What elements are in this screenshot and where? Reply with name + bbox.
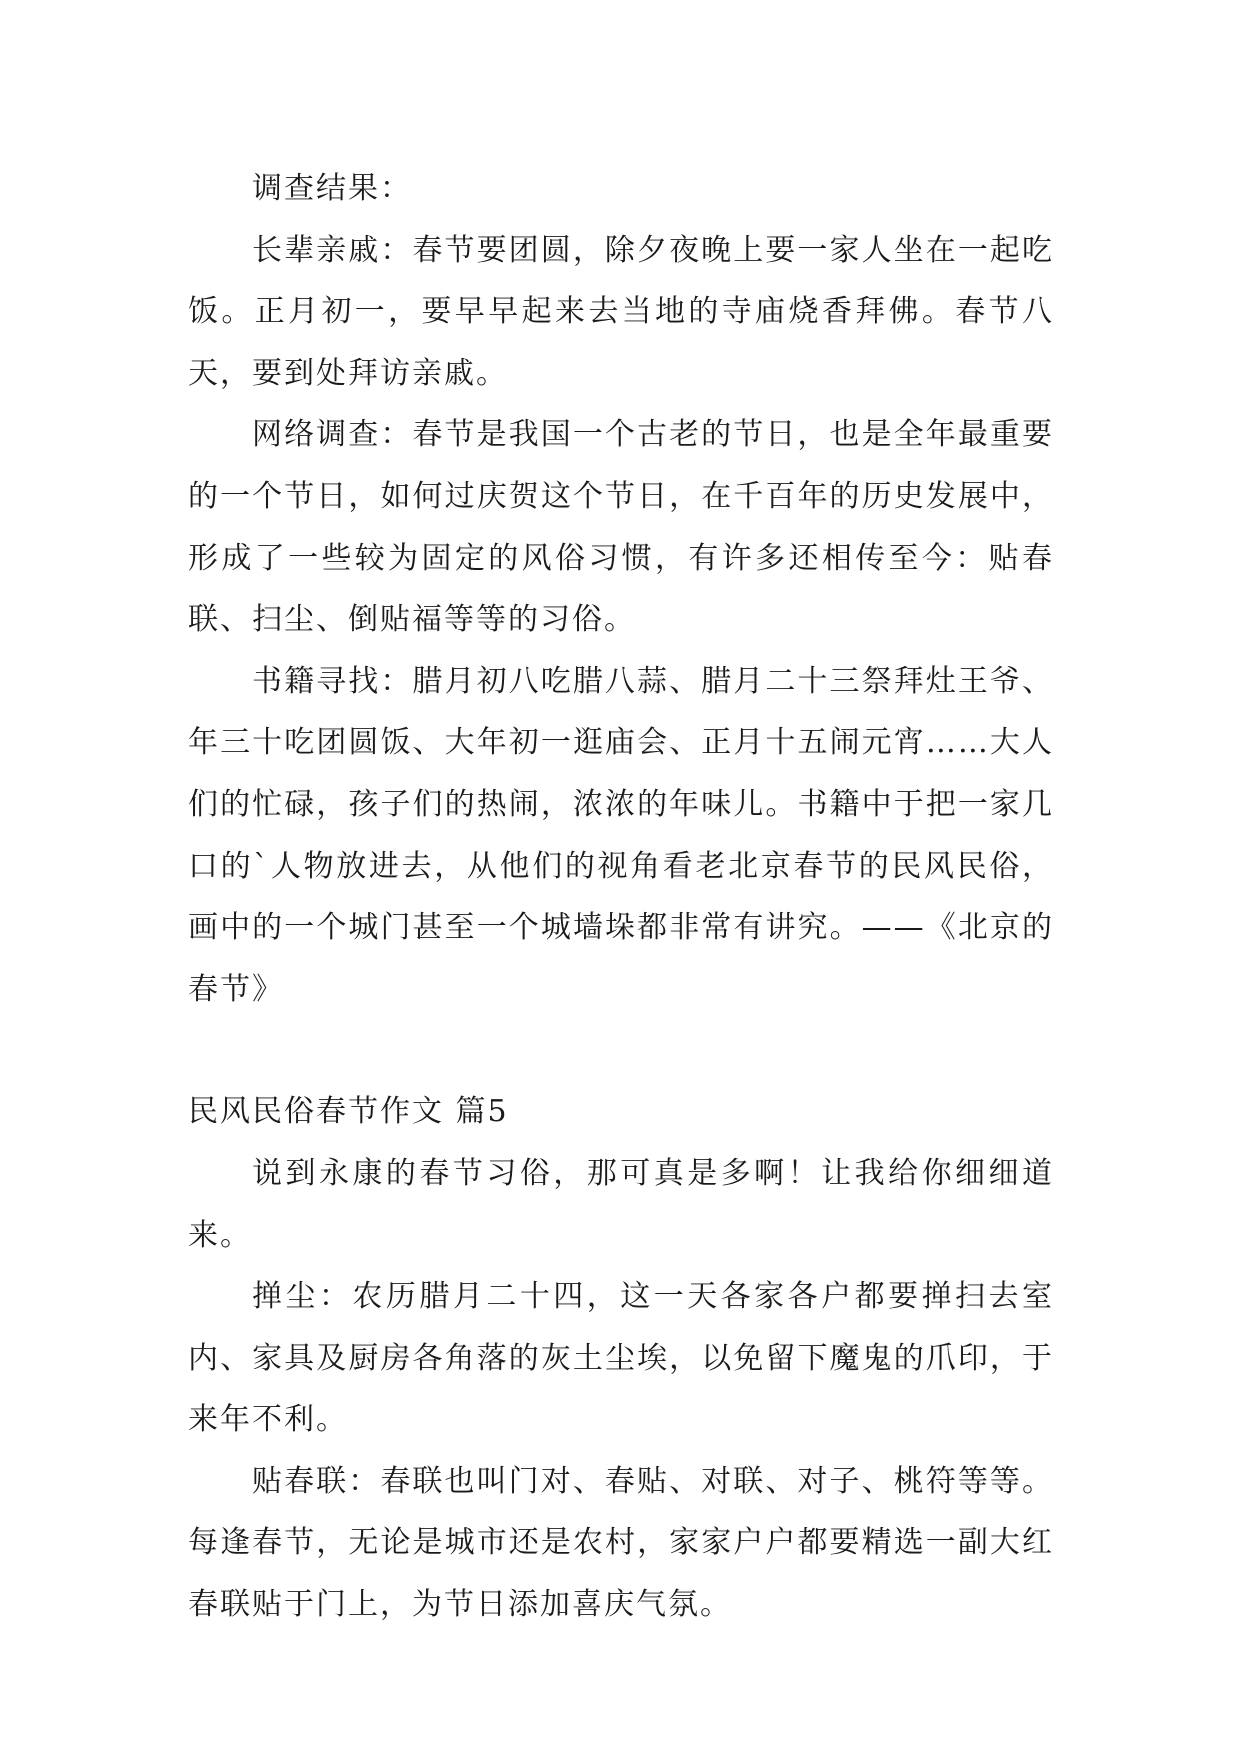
paragraph-book-search: 书籍寻找：腊月初八吃腊八蒜、腊月二十三祭拜灶王爷、年三十吃团圆饭、大年初一逛庙会、正月十五闹元宵……大人们的忙碌，孩子们的热闹，浓浓的年味儿。书籍中于把一家几口的`人物放进去，从他们的视角看老北京春节的民风民俗，画中的一个城门甚至一个城墙垛都非常有讲究。——《北京的春节》: [188, 663, 1054, 1007]
paragraph-dusting: 掸尘：农历腊月二十四，这一天各家各户都要掸扫去室内、家具及厨房各角落的灰土尘埃，以免留下魔鬼的爪印，于来年不利。: [188, 1279, 1054, 1438]
paragraph-survey-results: 调查结果：: [252, 171, 412, 206]
paragraph-couplets: 贴春联：春联也叫门对、春贴、对联、对子、桃符等等。每逢春节，无论是城市还是农村，家家户户都要精选一副大红春联贴于门上，为节日添加喜庆气氛。: [188, 1463, 1054, 1623]
document-body: [188, 158, 1054, 1636]
section-heading: 民风民俗春节作文 篇5: [188, 1094, 509, 1130]
paragraph-online-survey: 网络调查：春节是我国一个古老的节日，也是全年最重要的一个节日，如何过庆贺这个节日，在千百年的历史发展中，形成了一些较为固定的风俗习惯，有许多还相传至今：贴春联、扫尘、倒贴福等等的习俗。: [188, 417, 1054, 638]
paragraph-elders-relatives: 长辈亲戚：春节要团圆，除夕夜晚上要一家人坐在一起吃饭。正月初一，要早早起来去当地的寺庙烧香拜佛。春节八天，要到处拜访亲戚。: [188, 232, 1054, 391]
paragraph-intro: 说到永康的春节习俗，那可真是多啊！让我给你细细道来。: [188, 1155, 1054, 1253]
